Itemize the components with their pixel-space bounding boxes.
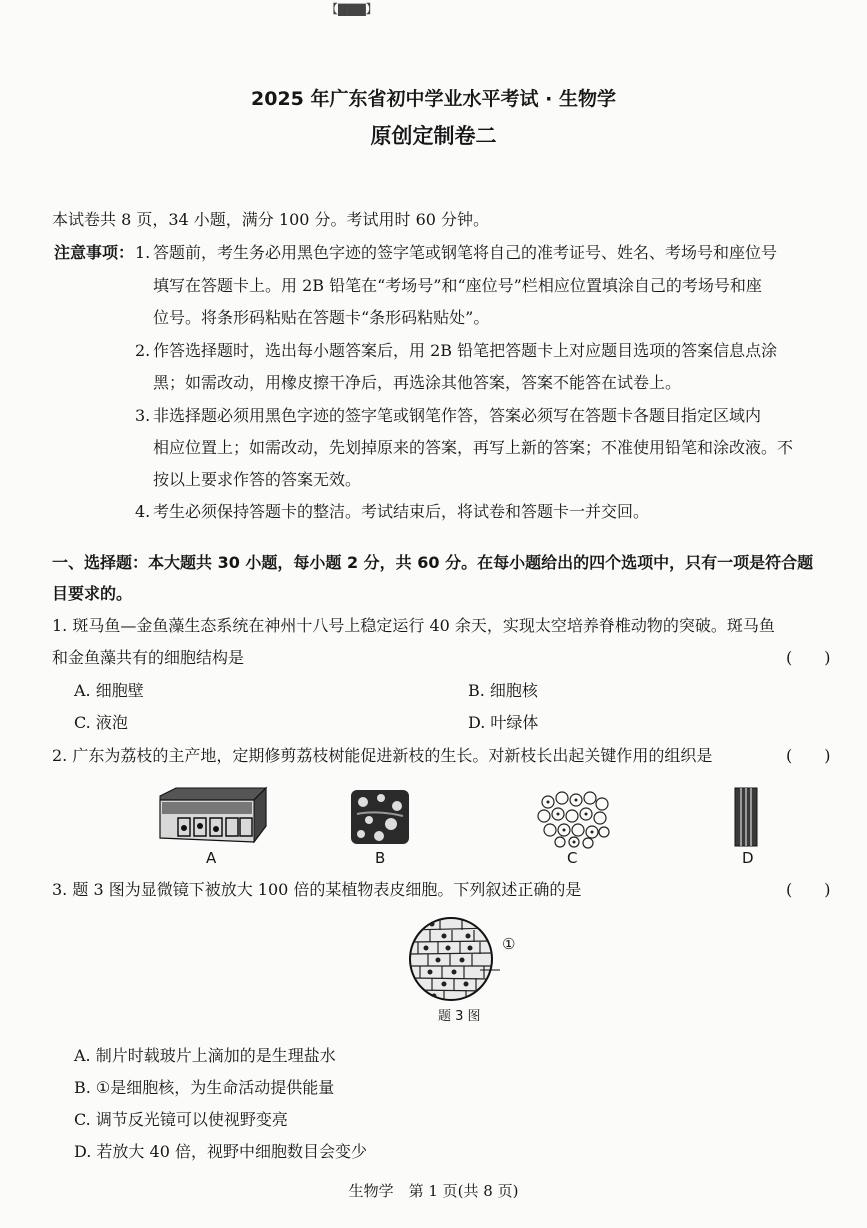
note-3-line-3: 按以上要求作答的答案无效。 [153,470,362,489]
note-2-line-2: 黑；如需改动，用橡皮擦干净后，再选涂其他答案，答案不能答在试卷上。 [153,373,682,392]
section-1-heading-line-2: 目要求的。 [52,584,133,603]
q2-stem-line-1: 2. 广东为荔枝的主产地，定期修剪荔枝树能促进新枝的生长。对新枝长出起关键作用的组织是 [52,746,713,765]
notes-label: 注意事项： [54,243,135,262]
q2-figure-b-label: B [375,849,386,867]
note-4-num: 4. [135,502,151,521]
note-4-line-1: 考生必须保持答题卡的整洁。考试结束后，将试卷和答题卡一并交回。 [153,502,650,521]
q3-figure-caption: 题 3 图 [438,1009,481,1024]
q3-option-c: C. 调节反光镜可以使视野变亮 [74,1110,288,1129]
q1-answer-paren: ( ) [786,648,831,667]
note-3-num: 3. [135,406,151,425]
q1-option-a: A. 细胞壁 [74,681,144,700]
q3-option-a: A. 制片时载玻片上滴加的是生理盐水 [74,1046,336,1065]
q2-figure-c-label: C [567,849,578,867]
top-mark: 【▇▇▇】 [326,2,378,16]
q1-option-d: D. 叶绿体 [468,713,539,732]
note-1-num: 1. [135,243,151,262]
q3-marker-1: ① [502,935,516,953]
section-1-heading-line-1: 一、选择题：本大题共 30 小题，每小题 2 分，共 60 分。在每小题给出的四个选项中，只有一项是符合题 [52,553,814,572]
note-1-line-2: 填写在答题卡上。用 2B 铅笔在“考场号”和“座位号”栏相应位置填涂自己的考场号和座 [153,276,762,295]
q3-stem-line-1: 3. 题 3 图为显微镜下被放大 100 倍的某植物表皮细胞。下列叙述正确的是 [52,880,582,899]
note-2-line-1: 作答选择题时，选出每小题答案后，用 2B 铅笔把答题卡上对应题目选项的答案信息点涂 [153,341,778,360]
q1-option-b: B. 细胞核 [468,681,538,700]
q3-option-d: D. 若放大 40 倍，视野中细胞数目会变少 [74,1142,367,1161]
q1-stem-line-2: 和金鱼藻共有的细胞结构是 [52,648,245,667]
q2-figure-a [158,788,268,848]
q1-stem-line-1: 1. 斑马鱼—金鱼藻生态系统在神州十八号上稳定运行 40 余天，实现太空培养脊椎动物的突破。斑马鱼 [52,616,775,635]
note-1-line-1: 答题前，考生务必用黑色字迹的签字笔或钢笔将自己的准考证号、姓名、考场号和座位号 [153,243,778,262]
q2-figure-d-label: D [742,849,754,867]
page-footer: 生物学 第 1 页(共 8 页) [348,1182,519,1200]
q1-option-c: C. 液泡 [74,713,128,732]
q2-answer-paren: ( ) [786,746,831,765]
intro-text: 本试卷共 8 页，34 小题，满分 100 分。考试用时 60 分钟。 [52,210,490,229]
q3-option-b: B. ①是细胞核，为生命活动提供能量 [74,1078,335,1097]
q2-figure-b [347,788,413,848]
q2-figure-d [733,786,759,848]
note-3-line-2: 相应位置上；如需改动，先划掉原来的答案，再写上新的答案；不准使用铅笔和涂改液。不 [153,438,794,457]
note-3-line-1: 非选择题必须用黑色字迹的签字笔或钢笔作答，答案必须写在答题卡各题目指定区域内 [153,406,762,425]
q3-microscope-field [408,916,494,1002]
q2-figure-c [536,790,612,848]
q2-figure-a-label: A [206,849,217,867]
exam-title: 2025 年广东省初中学业水平考试 · 生物学 [251,88,616,110]
note-2-num: 2. [135,341,151,360]
note-1-line-3: 位号。将条形码粘贴在答题卡“条形码粘贴处”。 [153,308,490,327]
q3-answer-paren: ( ) [786,880,831,899]
exam-subtitle: 原创定制卷二 [370,124,497,148]
